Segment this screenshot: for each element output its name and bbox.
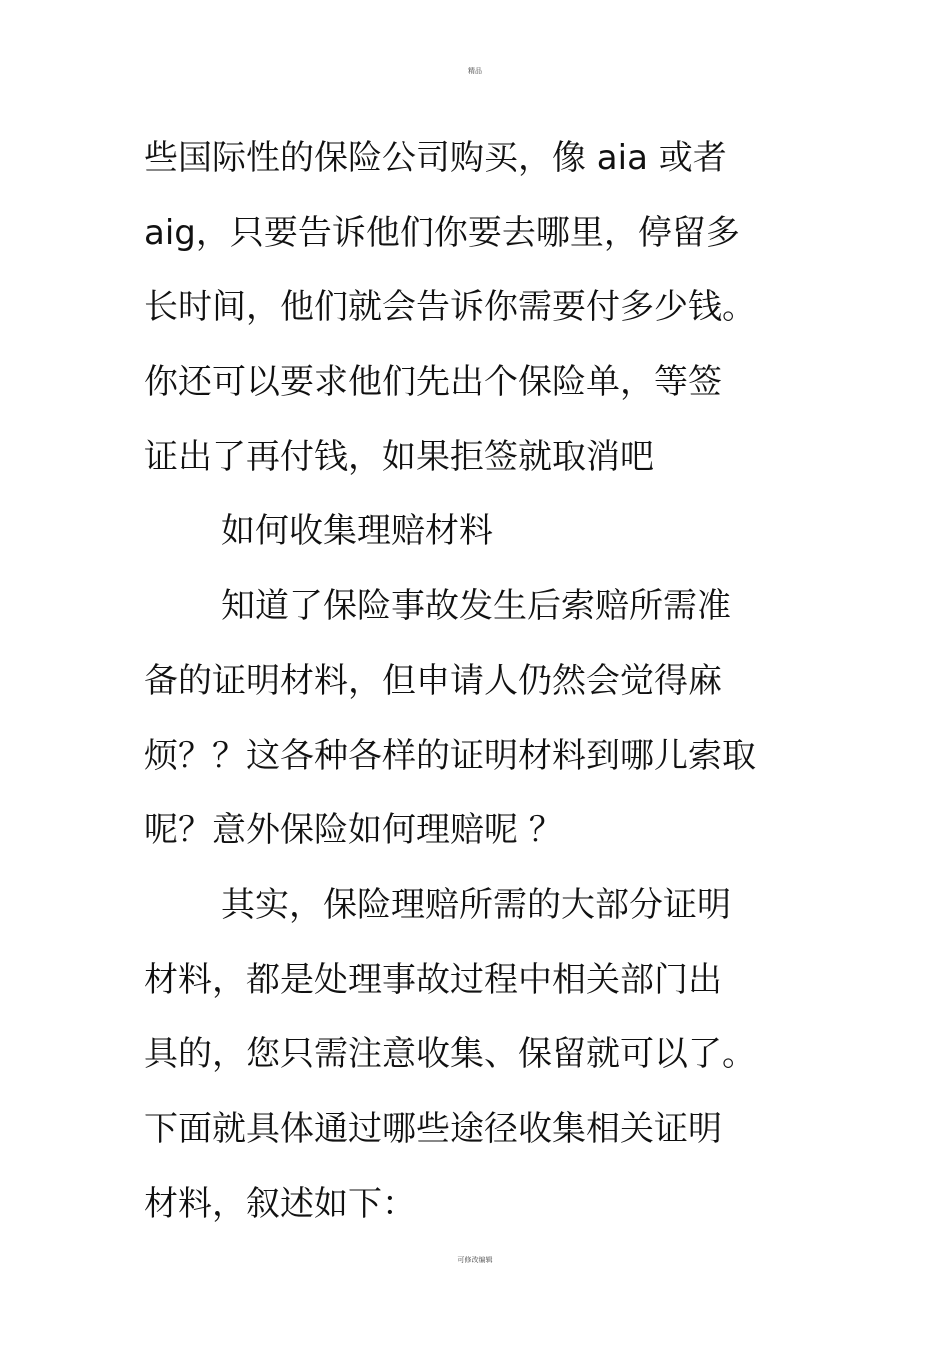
text-line-5: 证出了再付钱，如果拒签就取消吧 <box>144 436 654 477</box>
text-line-1: 些国际性的保险公司购买，像 aia 或者 <box>144 138 727 178</box>
header-mark: 精品 <box>468 67 482 75</box>
text-line-13: 具的，您只需注意收集、保留就可以了。 <box>144 1034 756 1075</box>
text-line-8: 备的证明材料，但申请人仍然会觉得麻 <box>144 660 722 701</box>
text-line-3: 长时间，他们就会告诉你需要付多少钱。 <box>144 287 756 328</box>
text-line-14: 下面就具体通过哪些途径收集相关证明 <box>144 1108 722 1149</box>
text-line-10: 呢？意外保险如何理赔呢 ？ <box>144 810 563 851</box>
section-heading: 如何收集理赔材料 <box>221 511 493 552</box>
text-line-11: 其实，保险理赔所需的大部分证明 <box>221 884 731 925</box>
text-line-4: 你还可以要求他们先出个保险单，等签 <box>144 362 722 403</box>
text-line-15: 材料，叙述如下： <box>144 1183 416 1224</box>
text-line-7: 知道了保险事故发生后索赔所需准 <box>221 586 731 627</box>
footer-mark: 可修改编辑 <box>457 1256 493 1264</box>
text-line-9: 烦？？这各种各样的证明材料到哪儿索取 <box>144 735 756 776</box>
text-line-2: aig，只要告诉他们你要去哪里，停留多 <box>144 212 740 253</box>
document-body <box>144 131 844 1251</box>
text-line-12: 材料，都是处理事故过程中相关部门出 <box>144 959 722 1000</box>
